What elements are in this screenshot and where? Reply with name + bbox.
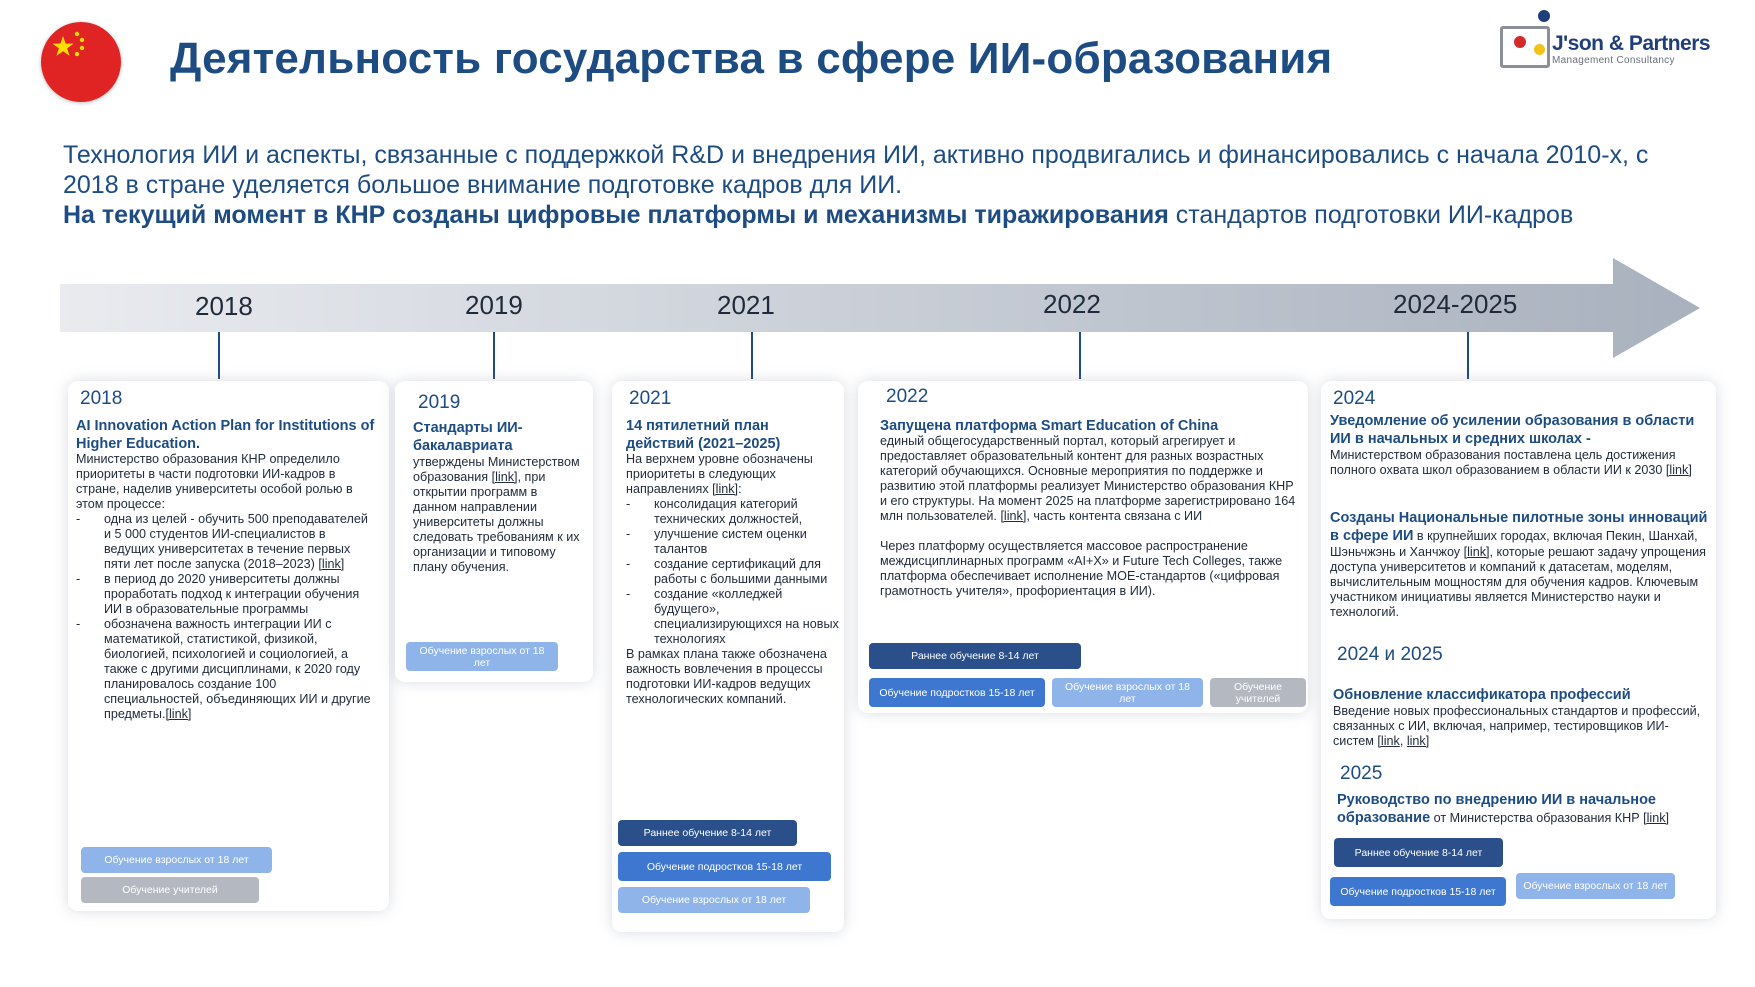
card-year: 2018 <box>80 388 123 409</box>
audience-tag: Обучение учителей <box>81 877 259 903</box>
audience-tag: Обучение подростков 15-18 лет <box>869 678 1045 707</box>
card-heading: Уведомление об усилении образования в области ИИ в начальных и средних школах <box>1330 413 1695 447</box>
card-heading: AI Innovation Action Plan for Institutions of Higher Education. <box>76 418 375 452</box>
list-item: - консолидация категорий технических должностей, <box>654 497 841 527</box>
card-year: 2019 <box>418 392 461 413</box>
card-bullets <box>626 497 841 647</box>
card-heading: Руководство по внедрению ИИ в начальное образование <box>1337 792 1656 826</box>
card-heading: 14 пятилетний план действий (2021–2025) <box>626 418 781 452</box>
card-year: 2021 <box>629 388 672 409</box>
card-text: Через платформу осуществляется массовое распространение междисциплинарных программ «AI+X» и Future Tech Colleges, также платформа обеспечивает исполнение МОЕ-стандартов («цифровая грамотность учителя», профориентация в ИИ). <box>880 539 1283 598</box>
intro-bold: На текущий момент в КНР созданы цифровые платформы и механизмы тиражирования <box>63 201 1169 229</box>
timeline-tick <box>1467 332 1469 379</box>
timeline-tick <box>751 332 753 379</box>
card-year: 2025 <box>1340 763 1383 784</box>
audience-tag: Раннее обучение 8-14 лет <box>618 820 797 846</box>
source-link[interactable]: [link] <box>712 482 739 496</box>
audience-tag: Раннее обучение 8-14 лет <box>1334 838 1503 867</box>
audience-tag: Обучение взрослых от 18 лет <box>618 887 810 913</box>
card-year: 2022 <box>886 386 929 407</box>
logo-dot-icon <box>1534 44 1545 55</box>
card-heading: Созданы Национальные пилотные зоны инноваций в сфере ИИ <box>1330 510 1708 544</box>
list-item: - улучшение систем оценки талантов <box>654 527 841 557</box>
list-item: - обозначена важность интеграции ИИ с математикой, статистикой, физикой, биологией, психологией и социологией, а также с другими дисциплинами, к 2020 году планировалось создание 100 специальностей, объединяющих ИИ и другие предметы.[link] <box>104 617 374 722</box>
card-year: 2024 <box>1333 388 1376 409</box>
source-link[interactable]: [link] <box>1665 463 1692 477</box>
source-link[interactable]: [link] <box>318 557 345 571</box>
source-link[interactable]: [link] <box>165 707 192 721</box>
intro-text <box>63 140 1663 230</box>
logo-name: J'son & Partners <box>1552 32 1711 55</box>
audience-tag: Обучение взрослых от 18 лет <box>1052 678 1203 707</box>
audience-tag: Обучение подростков 15-18 лет <box>618 852 831 881</box>
card-heading: Стандарты ИИ-бакалавриата <box>413 420 523 454</box>
timeline-tick <box>218 332 220 379</box>
audience-tag: Обучение подростков 15-18 лет <box>1330 877 1506 906</box>
timeline-tick <box>493 332 495 379</box>
card-heading: Запущена платформа Smart Education of China <box>880 418 1219 434</box>
card-section: Обновление классификатора профессий Введение новых профессиональных стандартов и профессий, связанных с ИИ, включая, например, тестировщиков ИИ-систем [link, link] <box>1333 686 1708 749</box>
audience-tag: Обучение взрослых от 18 лет <box>406 642 558 671</box>
audience-tag: Обучение взрослых от 18 лет <box>1516 873 1675 899</box>
source-link[interactable]: [link] <box>1643 811 1670 825</box>
audience-tag: Раннее обучение 8-14 лет <box>869 643 1081 669</box>
card-text: Министерство образования КНР определило приоритеты в части подготовки ИИ-кадров в стране, наделив университеты особой ролью в этом процессе: <box>76 452 353 511</box>
intro-paragraph: Технология ИИ и аспекты, связанные с поддержкой R&D и внедрения ИИ, активно продвигались и финансировались с начала 2010-х, с 2018 в стране уделяется большое внимание подготовке кадров для ИИ. <box>63 141 1649 199</box>
intro-tail: стандартов подготовки ИИ-кадров <box>1168 201 1574 229</box>
card-year: 2024 и 2025 <box>1337 644 1443 665</box>
source-link[interactable]: [link <box>1377 734 1400 748</box>
list-item: - создание «колледжей будущего», специализирующихся на новых технологиях <box>654 587 841 647</box>
card-body: На верхнем уровне обозначены приоритеты в следующих направлениях [link]: - консолидация категорий технических должностей, - улучшение систем оценки талантов - создание сертификаций для работы с большими данными - создание «колледжей будущего», специализирующихся на новых технологиях В рамках плана также обозначена важность вовлечения в процессы подготовки ИИ-кадров ведущих технологических компаний. <box>626 452 841 707</box>
page-title: Деятельность государства в сфере ИИ-образования <box>170 34 1333 83</box>
timeline-year: 2021 <box>717 290 775 320</box>
timeline-year: 2019 <box>465 290 523 320</box>
source-link[interactable]: [link] <box>1463 545 1490 559</box>
source-link[interactable]: [link] <box>1000 509 1027 523</box>
logo-dot-icon <box>1514 36 1526 48</box>
source-link[interactable]: [link] <box>491 470 518 484</box>
logo-subtitle: Management Consultancy <box>1552 55 1675 66</box>
list-item: - в период до 2020 университеты должны проработать подход к интеграции обучения ИИ в образовательные программы <box>104 572 374 617</box>
card-text: В рамках плана также обозначена важность вовлечения в процессы подготовки ИИ-кадров ведущих технологических компаний. <box>626 647 827 706</box>
timeline-year: 2022 <box>1043 289 1101 319</box>
audience-tag: Обучение взрослых от 18 лет <box>81 847 272 873</box>
card-body: утверждены Министерством образования [link], при открытии программ в данном направлении университеты должны следовать требованиям к их организации и типовому плану обучения. <box>413 455 580 574</box>
company-logo <box>1500 10 1720 70</box>
timeline-year: 2018 <box>195 291 253 321</box>
card-body <box>76 452 374 722</box>
audience-tag: Обучение учителей <box>1210 678 1306 707</box>
china-flag-icon <box>41 22 121 102</box>
logo-dot-icon <box>1538 10 1550 22</box>
list-item: - создание сертификаций для работы с большими данными <box>654 557 841 587</box>
source-link[interactable]: link] <box>1406 734 1430 748</box>
timeline-tick <box>1079 332 1081 379</box>
card-bullets <box>76 512 374 722</box>
timeline-year: 2024-2025 <box>1393 289 1518 319</box>
card-body: единый общегосударственный портал, который агрегирует и предоставляет образовательный контент для разных возрастных категорий обучающихся. Основные мероприятия по поддержке и развитию этой платформы реализует Министерство образования КНР и его структуры. На момент 2025 на платформе зарегистрировано 164 млн пользователей. [link], часть контента связана с ИИ Через платформу осуществляется массовое распространение междисциплинарных программ «AI+X» и Future Tech Colleges, также платформа обеспечивает исполнение МОЕ-стандартов («цифровая грамотность учителя», профориентация в ИИ). <box>880 434 1300 599</box>
intro-emphasis <box>63 200 1663 230</box>
card-section: Руководство по внедрению ИИ в начальное образование от Министерства образования КНР [link] <box>1337 792 1670 826</box>
card-heading: Обновление классификатора профессий <box>1333 687 1631 703</box>
card-section: Созданы Национальные пилотные зоны инноваций в сфере ИИ в крупнейших городах, включая Пекин, Шанхай, Шэньчжэнь и Ханчжоу [link], которые решают задачу упрощения доступа университетов и компаний к датасетам, моделям, вычислительным мощностям для обучения кадров. Ключевым участником инициативы является Министерство науки и технологий. <box>1330 510 1708 619</box>
list-item: - одна из целей - обучить 500 преподавателей и 5 000 студентов ИИ-специалистов в ведущих университетах в течение первых пяти лет после запуска (2018–2023) [link] <box>104 512 374 572</box>
card-section: Уведомление об усилении образования в области ИИ в начальных и средних школах - Министерством образования поставлена цель достижения полного охвата школ образованием в области ИИ к 2030 [link] <box>1330 413 1695 477</box>
